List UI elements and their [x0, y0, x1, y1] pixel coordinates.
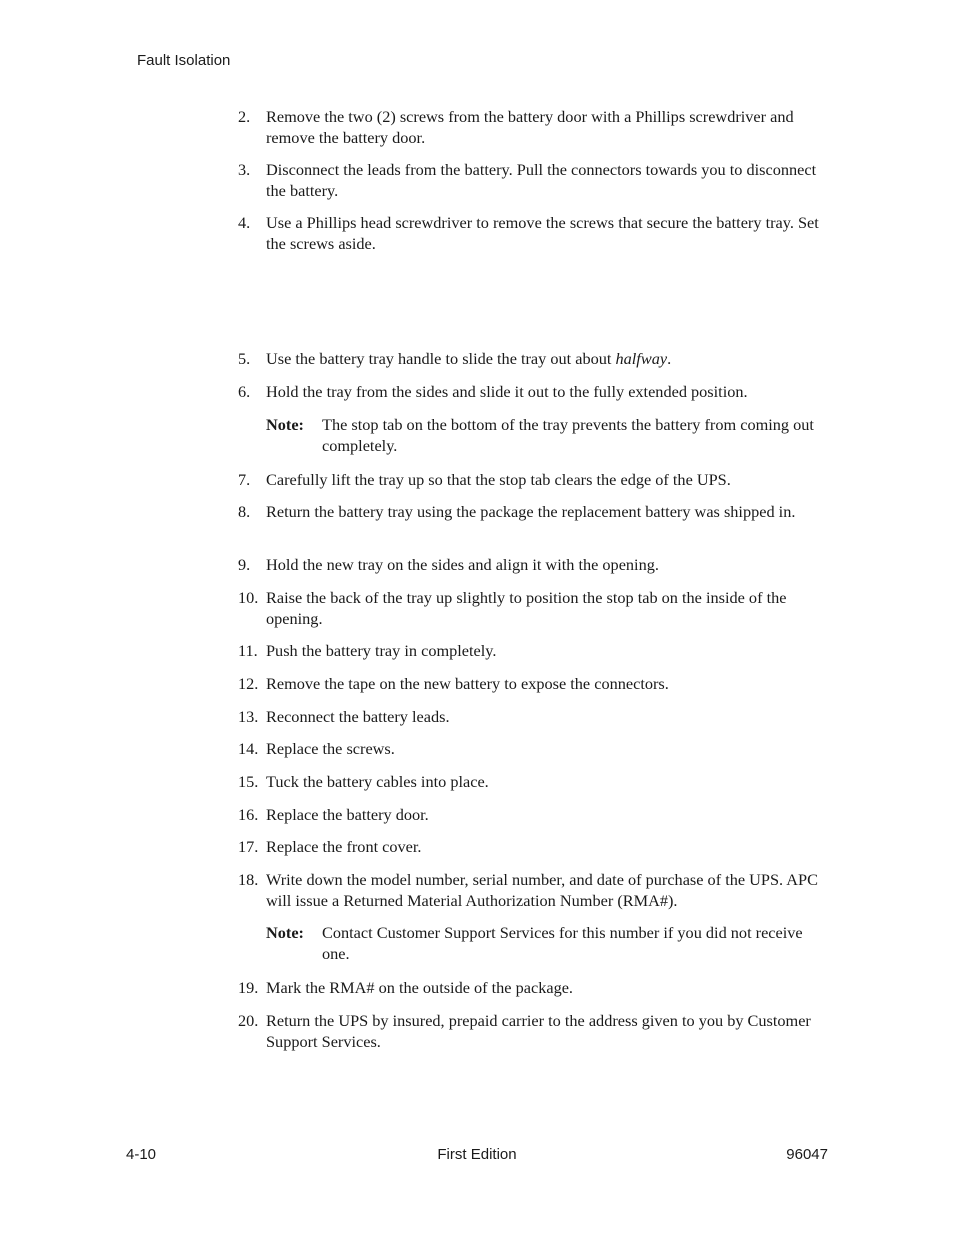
step-number: 9. [238, 555, 251, 574]
step-text: Return the battery tray using the package the replacement battery was shipped in. [266, 502, 796, 521]
step-12 [238, 674, 828, 695]
step-number: 8. [238, 502, 251, 521]
step-15 [238, 772, 828, 793]
step-number: 2. [238, 107, 251, 126]
running-header: Fault Isolation [137, 52, 231, 69]
step-19 [238, 978, 828, 999]
step-number: 5. [238, 349, 251, 368]
step-8 [238, 502, 828, 523]
step-number: 11. [238, 641, 258, 660]
step-number: 17. [238, 837, 259, 856]
note-rma [266, 923, 828, 964]
step-number: 6. [238, 382, 251, 401]
step-text: Remove the tape on the new battery to expose the connectors. [266, 674, 669, 693]
step-text: Carefully lift the tray up so that the stop tab clears the edge of the UPS. [266, 470, 731, 489]
step-text: Reconnect the battery leads. [266, 707, 450, 726]
step-text-start: Use the battery tray handle to slide the tray out about [266, 349, 616, 368]
footer-edition: First Edition [437, 1146, 517, 1163]
step-text: Use a Phillips head screwdriver to remove the screws that secure the battery tray. Set the screws aside. [266, 213, 819, 253]
step-7 [238, 470, 828, 491]
step-number: 10. [238, 588, 259, 607]
step-10 [238, 588, 828, 629]
step-9 [238, 555, 828, 576]
step-11 [238, 641, 828, 662]
note-stop-tab [266, 415, 828, 456]
step-text: Disconnect the leads from the battery. Pull the connectors towards you to disconnect the battery. [266, 160, 817, 200]
step-number: 7. [238, 470, 251, 489]
step-17 [238, 837, 828, 858]
step-number: 19. [238, 978, 259, 997]
step-number: 20. [238, 1011, 259, 1030]
step-text: Replace the battery door. [266, 805, 429, 824]
step-number: 15. [238, 772, 259, 791]
step-number: 3. [238, 160, 251, 179]
step-text: Write down the model number, serial number, and date of purchase of the UPS. APC will issue a Returned Material Authorization Number (RMA#). [266, 870, 818, 910]
step-2 [238, 107, 828, 148]
step-text: Remove the two (2) screws from the battery door with a Phillips screwdriver and remove the battery door. [266, 107, 794, 147]
step-18 [238, 870, 828, 911]
step-text: Push the battery tray in completely. [266, 641, 497, 660]
step-16 [238, 805, 828, 826]
note-label: Note: [266, 415, 304, 434]
note-text: Contact Customer Support Services for this number if you did not receive one. [322, 923, 803, 963]
note-label: Note: [266, 923, 304, 942]
step-text: Mark the RMA# on the outside of the package. [266, 978, 574, 997]
step-text: Replace the front cover. [266, 837, 422, 856]
step-number: 14. [238, 739, 259, 758]
note-text: The stop tab on the bottom of the tray prevents the battery from coming out completely. [322, 415, 814, 455]
step-text: Hold the new tray on the sides and align it with the opening. [266, 555, 659, 574]
step-text-end: . [667, 349, 672, 368]
step-text: Replace the screws. [266, 739, 395, 758]
step-13 [238, 707, 828, 728]
step-14 [238, 739, 828, 760]
step-text [266, 349, 828, 370]
footer-document-number: 96047 [786, 1146, 828, 1163]
step-text: Return the UPS by insured, prepaid carrier to the address given to you by Customer Support Services. [266, 1011, 811, 1051]
step-text: Hold the tray from the sides and slide it out to the fully extended position. [266, 382, 748, 401]
step-4 [238, 213, 828, 254]
step-text: Raise the back of the tray up slightly to position the stop tab on the inside of the opening. [266, 588, 787, 628]
step-20 [238, 1011, 828, 1052]
step-number: 16. [238, 805, 259, 824]
emphasis-halfway: halfway [615, 349, 668, 368]
step-3 [238, 160, 828, 201]
step-number: 12. [238, 674, 259, 693]
step-number: 4. [238, 213, 251, 232]
step-number: 13. [238, 707, 259, 726]
step-6 [238, 382, 828, 403]
step-text: Tuck the battery cables into place. [266, 772, 489, 791]
step-number: 18. [238, 870, 259, 889]
step-5 [238, 349, 828, 370]
footer-page-number: 4-10 [126, 1146, 157, 1163]
